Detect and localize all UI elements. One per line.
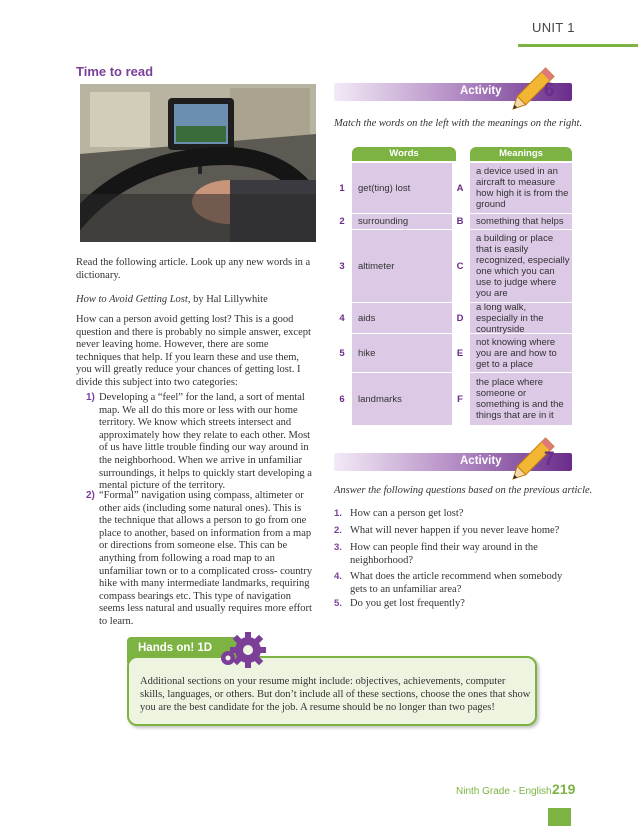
question-text: What does the article recommend when somebody gets to an unfamiliar area? bbox=[350, 571, 563, 595]
question-number: 4. bbox=[334, 571, 342, 582]
section-title: Time to read bbox=[76, 64, 154, 79]
match-row bbox=[334, 303, 572, 333]
word-cell: altimeter bbox=[352, 230, 456, 302]
page-number: 219 bbox=[552, 781, 576, 797]
driving-photo-illustration bbox=[80, 84, 316, 242]
driving-photo bbox=[80, 84, 316, 242]
meaning-letter: E bbox=[452, 334, 468, 372]
question-number: 1. bbox=[334, 508, 342, 519]
article-title-line bbox=[76, 294, 316, 305]
footer-label: Ninth Grade - English bbox=[456, 786, 552, 797]
meaning-cell: a long walk, especially in the countryside bbox=[470, 303, 572, 333]
word-number: 5 bbox=[334, 334, 350, 372]
question-item bbox=[334, 508, 574, 521]
question-text: How can people find their way around in the neighborhood? bbox=[350, 542, 538, 566]
article-paragraph: How can a person avoid getting lost? This is a good question and there is probably no simple answer, except never leaving home. However, there are some techniques that help. If you learn these and use them, you will greatly reduce your chances of getting lost. I divide this subject into two categories: bbox=[76, 314, 311, 388]
activity-instruction: Match the words on the left with the meanings on the right. bbox=[334, 118, 583, 129]
question-text: What will never happen if you never leave home? bbox=[350, 525, 560, 536]
meaning-letter: B bbox=[452, 214, 468, 229]
hands-on-title: Hands on! 1D bbox=[138, 642, 213, 654]
word-number: 1 bbox=[334, 163, 350, 213]
word-cell: surrounding bbox=[352, 214, 456, 229]
match-row bbox=[334, 230, 572, 302]
hands-on-text: Additional sections on your resume might include: objectives, achievements, computer skills, languages, or others. But don’t include all of these sections, choose the ones that show you are the best candidate for the job. A resume should be no longer than two pages! bbox=[140, 676, 531, 713]
question-item bbox=[334, 598, 574, 611]
list-text: “Formal” navigation using compass, altimeter or other aids (including some natural ones). This is the technique that allows a person to go from one place to another, based on information from a map or directions from someone else. This can be anything from following a road map to an unfamiliar town or to a complicated cross- country hike with many intermediate landmarks, requiring compass bearings etc. This type of navigation seems less natural and usually requires more effort to learn. bbox=[99, 490, 313, 627]
meaning-cell: something that helps bbox=[470, 214, 572, 229]
question-item bbox=[334, 542, 574, 567]
gears-icon bbox=[218, 628, 268, 670]
list-number: 1) bbox=[86, 392, 95, 403]
word-number: 4 bbox=[334, 303, 350, 333]
meaning-letter: C bbox=[452, 230, 468, 302]
footer-marker bbox=[548, 808, 571, 826]
question-item bbox=[334, 571, 574, 596]
article-list-item bbox=[86, 490, 316, 629]
activity-instruction: Answer the following questions based on the previous article. bbox=[334, 485, 593, 496]
reading-instruction: Read the following article. Look up any new words in a dictionary. bbox=[76, 257, 311, 281]
article-title: How to Avoid Getting Lost, bbox=[76, 294, 191, 305]
word-number: 3 bbox=[334, 230, 350, 302]
question-text: How can a person get lost? bbox=[350, 508, 464, 519]
match-row bbox=[334, 163, 572, 213]
list-number: 2) bbox=[86, 490, 95, 501]
question-item bbox=[334, 525, 574, 538]
word-cell: hike bbox=[352, 334, 456, 372]
word-number: 6 bbox=[334, 373, 350, 425]
article-list-item bbox=[86, 392, 316, 493]
match-row bbox=[334, 214, 572, 229]
meaning-letter: F bbox=[452, 373, 468, 425]
match-row bbox=[334, 334, 572, 372]
question-text: Do you get lost frequently? bbox=[350, 598, 465, 609]
question-number: 5. bbox=[334, 598, 342, 609]
word-number: 2 bbox=[334, 214, 350, 229]
activity-label: Activity bbox=[460, 455, 502, 467]
meaning-cell: not knowing where you are and how to get to a place bbox=[470, 334, 572, 372]
word-cell: get(ting) lost bbox=[352, 163, 456, 213]
meaning-cell: a device used in an aircraft to measure how high it is from the ground bbox=[470, 163, 572, 213]
meaning-letter: A bbox=[452, 163, 468, 213]
words-header: Words bbox=[352, 147, 456, 161]
question-number: 2. bbox=[334, 525, 342, 536]
match-row bbox=[334, 373, 572, 425]
article-author: by Hal Lillywhite bbox=[190, 294, 268, 305]
meaning-cell: the place where someone or something is and the things that are in it bbox=[470, 373, 572, 425]
question-number: 3. bbox=[334, 542, 342, 553]
activity-label: Activity bbox=[460, 85, 502, 97]
meaning-cell: a building or place that is easily recognized, especially one which you can use to judge where you are bbox=[470, 230, 572, 302]
activity-number: 6 bbox=[544, 80, 555, 101]
word-cell: aids bbox=[352, 303, 456, 333]
meanings-header: Meanings bbox=[470, 147, 572, 161]
unit-label: UNIT 1 bbox=[532, 20, 575, 35]
word-cell: landmarks bbox=[352, 373, 456, 425]
unit-underline bbox=[518, 44, 638, 47]
list-text: Developing a “feel” for the land, a sort of mental map. We all do this more or less with our home territory. We know which streets intersect and approximately how they relate to each other. Most of us have little trouble finding our way around in the neighborhood. When we arrive in unfamiliar surroundings, it helps to quickly start developing a mental picture of the territory. bbox=[99, 392, 312, 492]
activity-number: 7 bbox=[544, 449, 555, 470]
meaning-letter: D bbox=[452, 303, 468, 333]
